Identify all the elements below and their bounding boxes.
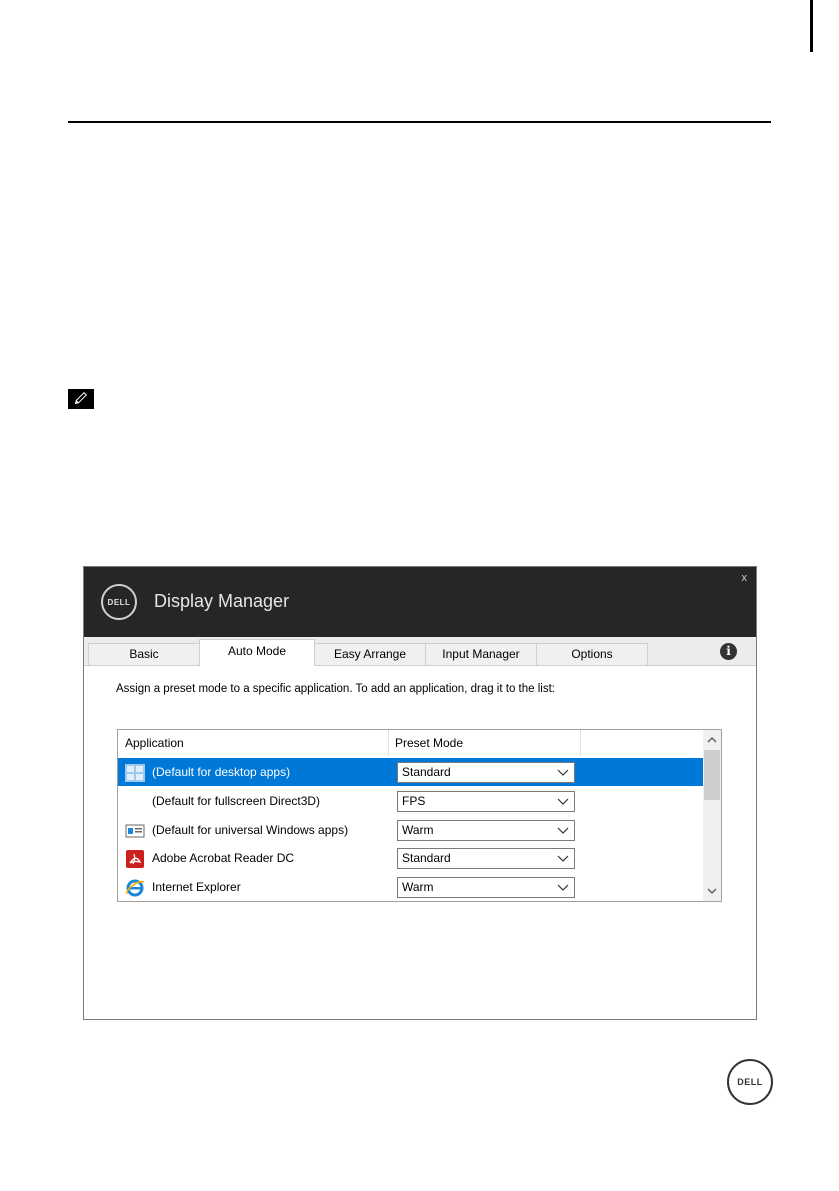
preset-mode-dropdown[interactable] bbox=[397, 877, 575, 898]
preset-mode-value: FPS bbox=[402, 794, 426, 808]
preset-mode-value: Warm bbox=[402, 880, 434, 894]
dell-logo bbox=[101, 584, 137, 620]
auto-mode-panel bbox=[84, 665, 756, 1019]
list-item[interactable] bbox=[118, 873, 703, 901]
universal-apps-icon bbox=[125, 822, 145, 840]
info-icon[interactable]: i bbox=[720, 643, 737, 660]
tab-bar bbox=[84, 637, 756, 665]
page-bookmark-bar bbox=[810, 0, 813, 52]
preset-mode-dropdown[interactable] bbox=[397, 848, 575, 869]
list-item[interactable] bbox=[118, 787, 703, 815]
preset-mode-dropdown[interactable] bbox=[397, 762, 575, 783]
tab-options[interactable]: Options bbox=[536, 643, 648, 665]
dell-logo-text: DELL bbox=[107, 597, 131, 607]
preset-mode-dropdown[interactable] bbox=[397, 791, 575, 812]
acrobat-icon bbox=[125, 850, 145, 868]
tab-easy-arrange[interactable]: Easy Arrange bbox=[314, 643, 426, 665]
note-pencil-icon bbox=[68, 389, 94, 409]
list-item[interactable] bbox=[118, 758, 703, 786]
app-name: (Default for fullscreen Direct3D) bbox=[152, 794, 321, 808]
app-name: (Default for desktop apps) bbox=[152, 765, 291, 779]
desktop-apps-icon bbox=[125, 764, 145, 782]
dell-footer-logo-text: DELL bbox=[737, 1077, 763, 1087]
scrollbar-thumb[interactable] bbox=[704, 750, 720, 800]
window-title: Display Manager bbox=[154, 591, 290, 611]
preset-mode-value: Warm bbox=[402, 823, 434, 837]
tab-basic[interactable]: Basic bbox=[88, 643, 200, 665]
column-header-application[interactable]: Application bbox=[118, 730, 389, 756]
chevron-down-icon bbox=[557, 882, 569, 892]
chevron-down-icon bbox=[557, 767, 569, 777]
chevron-down-icon bbox=[557, 853, 569, 863]
preset-mode-dropdown[interactable] bbox=[397, 820, 575, 841]
tab-input-manager[interactable]: Input Manager bbox=[425, 643, 537, 665]
preset-mode-value: Standard bbox=[402, 765, 451, 779]
instruction-text: Assign a preset mode to a specific application. To add an application, drag it to the list: bbox=[116, 683, 555, 695]
app-name: Adobe Acrobat Reader DC bbox=[152, 851, 295, 865]
list-item[interactable] bbox=[118, 816, 703, 844]
scroll-down-icon[interactable] bbox=[703, 883, 721, 899]
dell-footer-logo bbox=[727, 1059, 773, 1105]
chevron-down-icon bbox=[557, 796, 569, 806]
chevron-down-icon bbox=[557, 825, 569, 835]
scroll-up-icon[interactable] bbox=[703, 732, 721, 748]
header-rule bbox=[68, 121, 771, 123]
title-bar bbox=[84, 567, 756, 637]
close-icon[interactable]: x bbox=[741, 572, 747, 584]
vertical-scrollbar[interactable] bbox=[703, 730, 721, 901]
tab-auto-mode[interactable]: Auto Mode bbox=[199, 639, 315, 666]
column-header-preset-mode[interactable]: Preset Mode bbox=[389, 730, 581, 756]
preset-mode-value: Standard bbox=[402, 851, 451, 865]
app-name: (Default for universal Windows apps) bbox=[152, 823, 349, 837]
app-name: Internet Explorer bbox=[152, 880, 241, 894]
list-item[interactable] bbox=[118, 844, 703, 872]
display-manager-window bbox=[83, 566, 757, 1020]
internet-explorer-icon bbox=[125, 879, 145, 897]
application-list[interactable] bbox=[117, 729, 722, 902]
